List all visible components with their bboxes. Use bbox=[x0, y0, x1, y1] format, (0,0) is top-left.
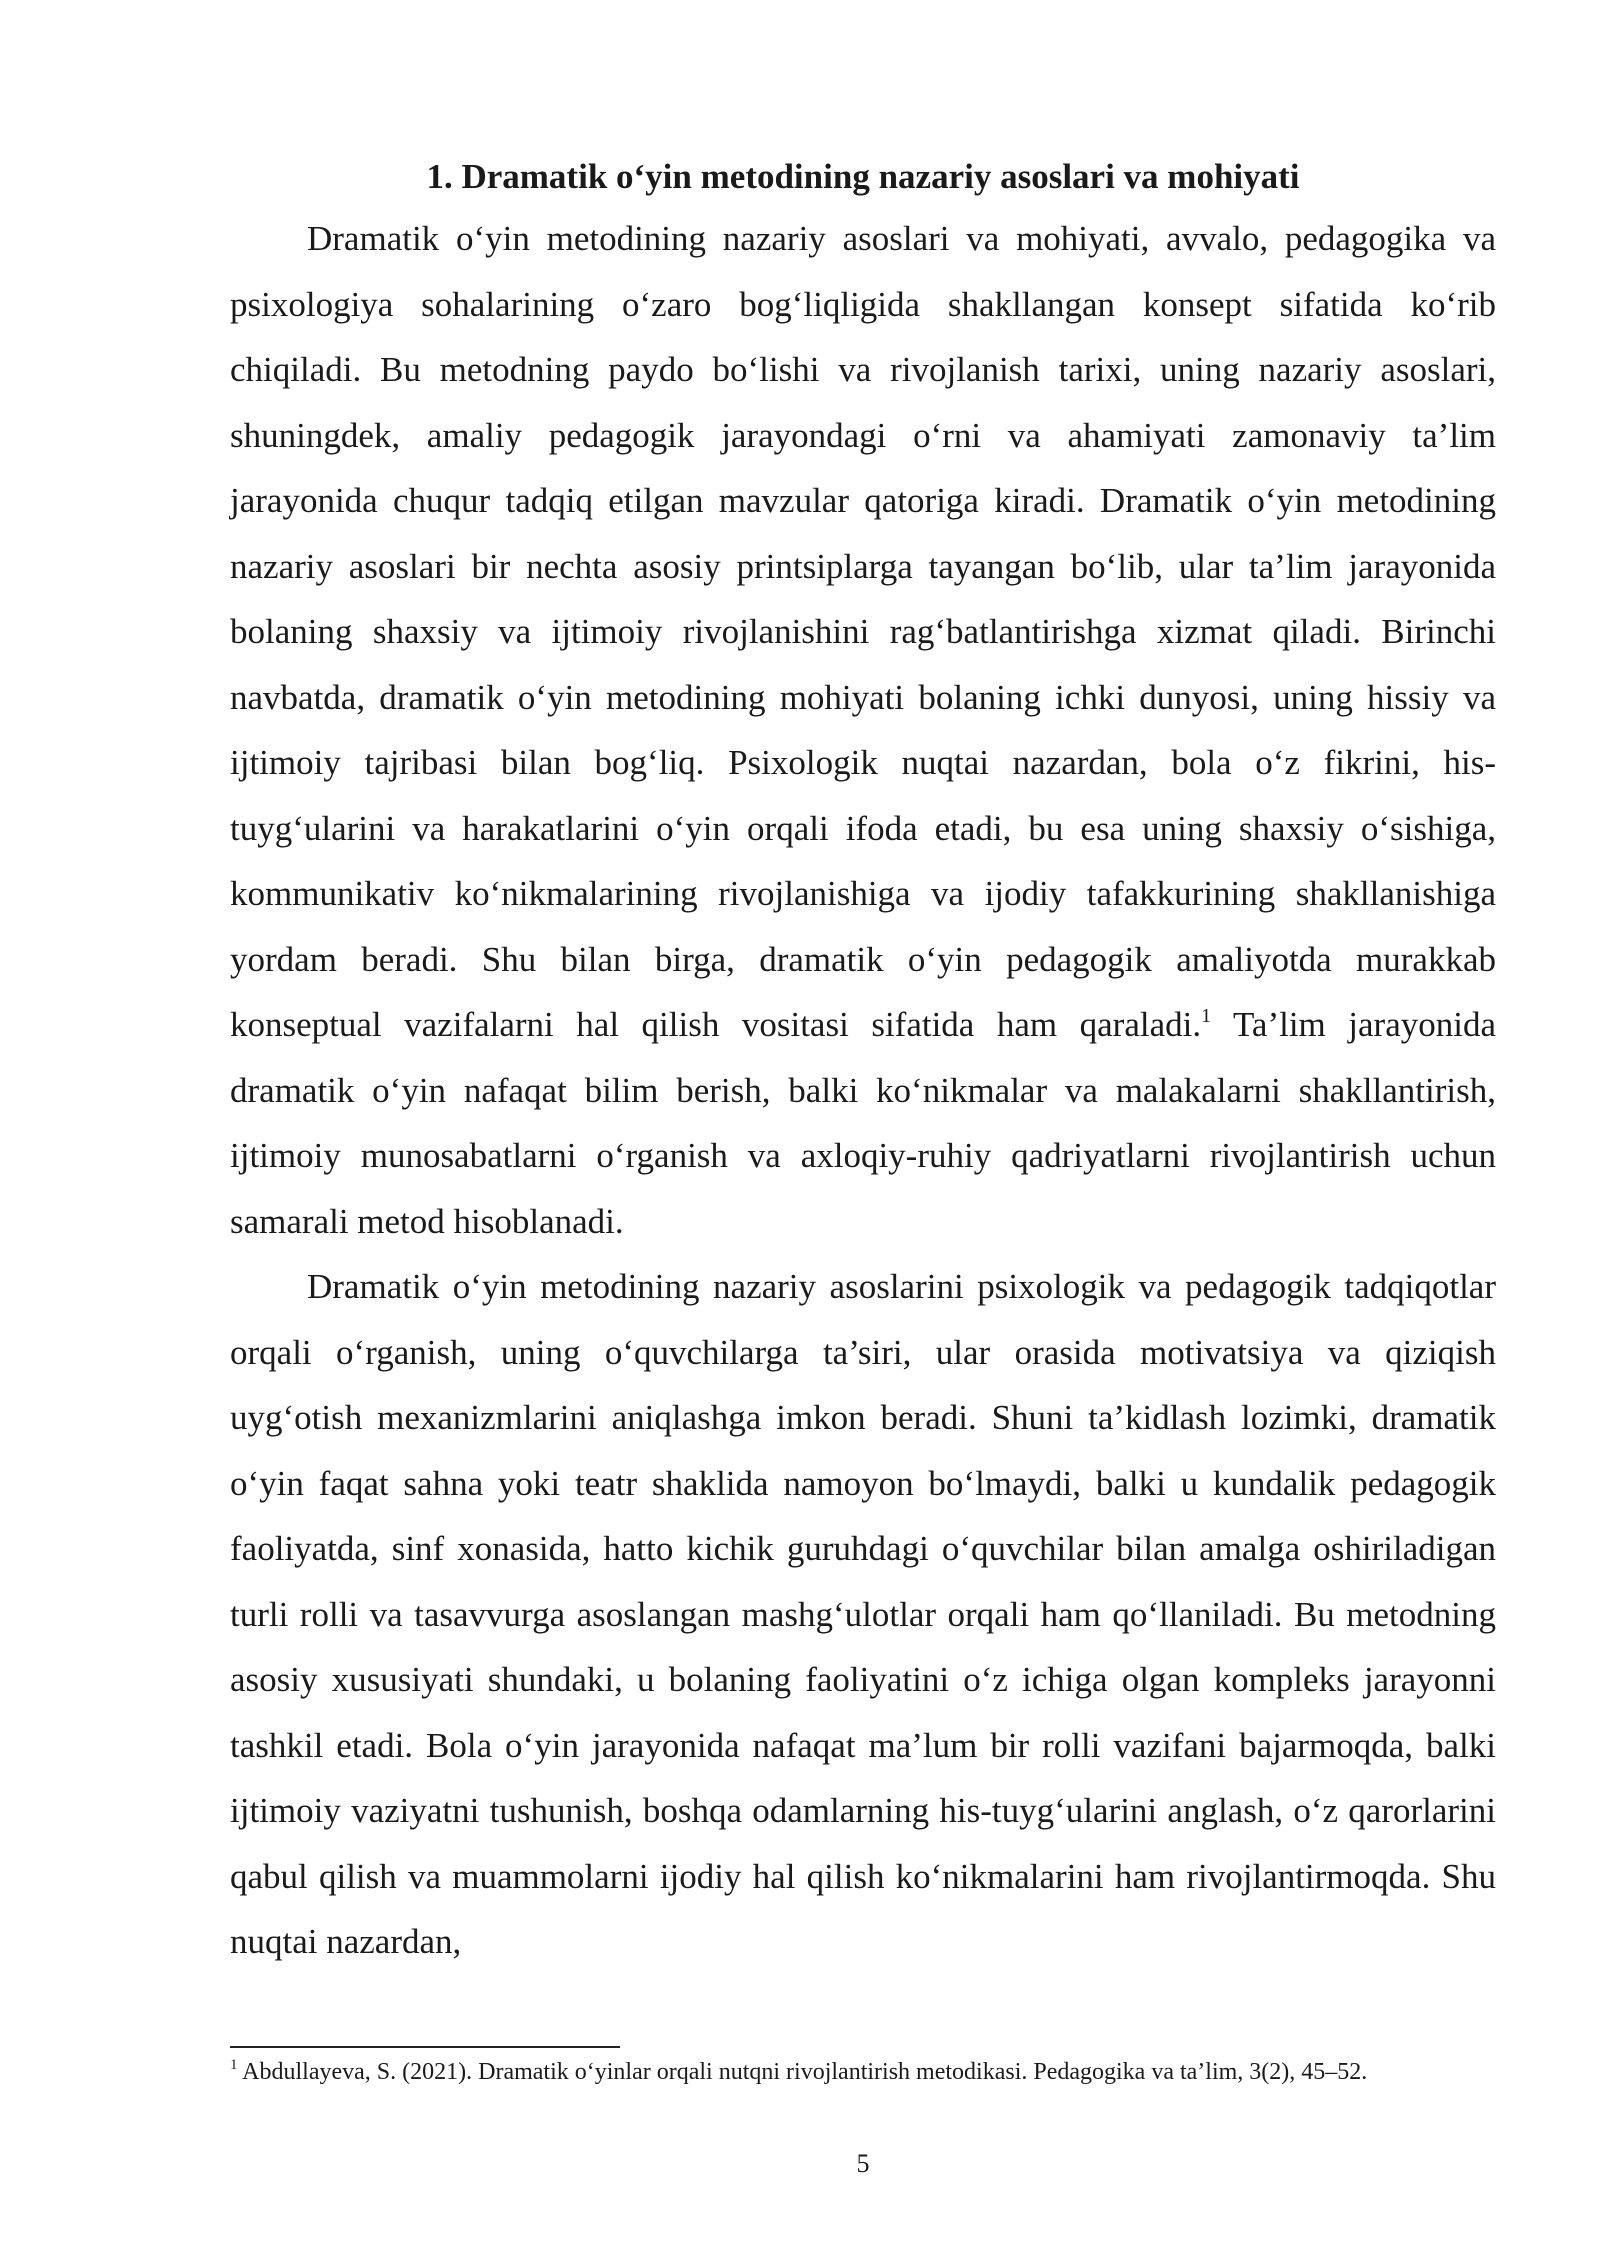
footnote-text: Abdullayeva, S. (2021). Dramatik o‘yinlar orqali nutqni rivojlantirish metodikasi. Pedagogika va ta’lim, 3(2), 45–52. bbox=[237, 2059, 1368, 2085]
page-number: 5 bbox=[856, 2149, 870, 2178]
paragraph-1-text: Dramatik o‘yin metodining nazariy asoslari va mohiyati, avvalo, pedagogika va psixologiya sohalarining o‘zaro bog‘liqligida shakllangan konsept sifatida ko‘rib chiqiladi. Bu metodning paydo bo‘lishi va rivojlanish tarixi, uning nazariy asoslari, shuningdek, amaliy pedagogik jarayondagi o‘rni va ahamiyati zamonaviy ta’lim jarayonida chuqur tadqiq etilgan mavzular qatoriga kiradi. Dramatik o‘yin metodining nazariy asoslari bir nechta asosiy printsiplarga tayangan bo‘lib, ular ta’lim jarayonida bolaning shaxsiy va ijtimoiy rivojlanishini rag‘batlantirishga xizmat qiladi. Birinchi navbatda, dramatik o‘yin metodining mohiyati bolaning ichki dunyosi, uning hissiy va ijtimoiy tajribasi bilan bog‘liq. Psixologik nuqtai nazardan, bola o‘z fikrini, his-tuyg‘ularini va harakatlarini o‘yin orqali ifoda etadi, bu esa uning shaxsiy o‘sishiga, kommunikativ ko‘nikmalarining rivojlanishiga va ijodiy tafakkurining shakllanishiga yordam beradi. Shu bilan birga, dramatik o‘yin pedagogik amaliyotda murakkab konseptual vazifalarni hal qilish vositasi sifatida ham qaraladi. bbox=[230, 219, 1496, 1044]
footnote-reference[interactable]: 1 bbox=[1201, 1005, 1212, 1027]
footnote-number: 1 bbox=[230, 2057, 238, 2073]
body-paragraph-2: Dramatik o‘yin metodining nazariy asoslarini psixologik va pedagogik tadqiqotlar orqali o‘rganish, uning o‘quvchilarga ta’siri, ular orasida motivatsiya va qiziqish uyg‘otish mexanizmlarini aniqlashga imkon beradi. Shuni ta’kidlash lozimki, dramatik o‘yin faqat sahna yoki teatr shaklida namoyon bo‘lmaydi, balki u kundalik pedagogik faoliyatda, sinf xonasida, hatto kichik guruhdagi o‘quvchilar bilan amalga oshiriladigan turli rolli va tasavvurga asoslangan mashg‘ulotlar orqali ham qo‘llaniladi. Bu metodning asosiy xususiyati shundaki, u bolaning faoliyatini o‘z ichiga olgan kompleks jarayonni tashkil etadi. Bola o‘yin jarayonida nafaqat ma’lum bir rolli vazifani bajarmoqda, balki ijtimoiy vaziyatni tushunish, boshqa odamlarning his-tuyg‘ularini anglash, o‘z qarorlarini qabul qilish va muammolarni ijodiy hal qilish ko‘nikmalarini ham rivojlantirmoqda. Shu nuqtai nazardan, bbox=[230, 1267, 1496, 1961]
footnote bbox=[230, 2056, 1496, 2089]
paragraph-1-continuation: Ta’lim jarayonida dramatik o‘yin nafaqat bilim berish, balki ko‘nikmalar va malakalarni shakllantirish, ijtimoiy munosabatlarni o‘rganish va axloqiy-ruhiy qadriyatlarni rivojlantirish uchun samarali metod hisoblanadi. bbox=[230, 1005, 1496, 1241]
section-heading: 1. Dramatik o‘yin metodining nazariy asoslari va mohiyati bbox=[426, 157, 1300, 196]
footnote-separator bbox=[230, 2046, 620, 2048]
body-paragraph-1 bbox=[230, 206, 1496, 1254]
document-body bbox=[230, 148, 1496, 1975]
